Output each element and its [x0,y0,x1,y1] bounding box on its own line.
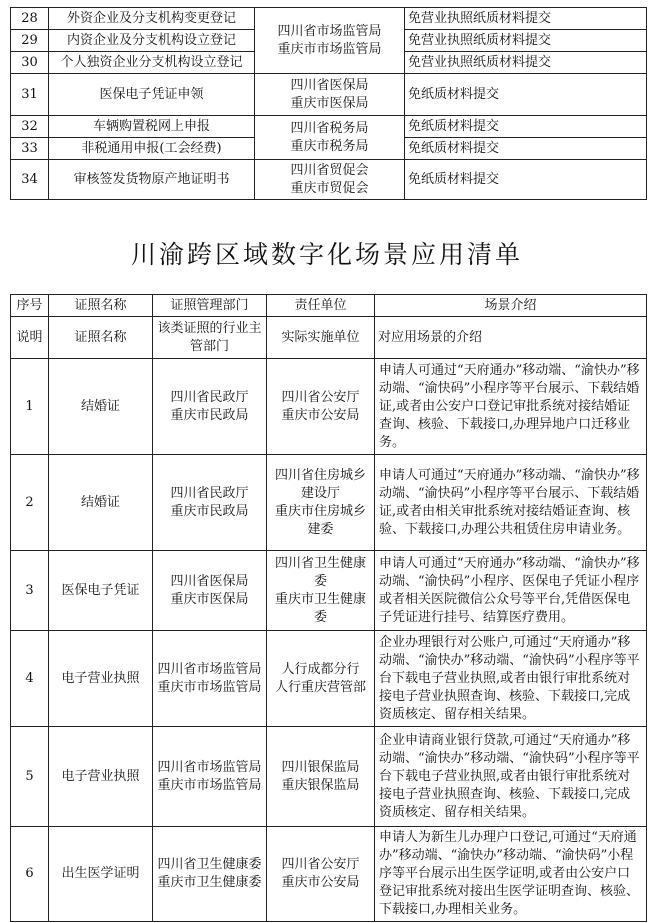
license-name: 电子营业执照 [49,631,153,727]
previous-list-table [10,7,647,200]
scenario-table [10,294,647,922]
manager-line: 重庆市市场监管局 [157,777,262,793]
manager-cell [153,359,267,455]
unit-cell [267,727,375,827]
manager-line: 四川省市场监管局 [157,759,262,775]
explain-cell: 实际实施单位 [267,317,375,359]
header-cell: 场景介绍 [375,295,647,317]
license-name: 结婚证 [49,359,153,455]
dept-line: 重庆市市场监管局 [277,41,382,57]
row-number: 28 [11,8,49,30]
unit-line: 重庆市卫生健康委 [274,591,366,625]
table-row [11,74,647,116]
dept-line: 四川省贸促会 [290,162,369,178]
manager-cell [153,827,267,922]
row-number: 5 [11,727,49,827]
table-row [11,359,647,455]
manager-line: 四川省卫生健康委 [157,857,262,872]
header-cell: 序号 [11,295,49,317]
license-name: 结婚证 [49,455,153,551]
unit-line: 人行重庆营管部 [274,679,366,695]
license-name: 出生医学证明 [49,827,153,922]
header-cell: 责任单位 [267,295,375,317]
row-number: 2 [11,455,49,551]
manager-line: 重庆市卫生健康委 [157,875,262,890]
manager-line: 四川省市场监管局 [157,661,262,677]
dept-cell [255,116,405,160]
explain-row [11,317,647,359]
item-name: 车辆购置税网上申报 [49,116,255,138]
scenario-desc: 申请人可通过“天府通办”移动端、“渝快办”移动端、“渝快码”小程序等平台展示、下载结婚证,或者由公安户口登记审批系统对接结婚证查询、核验、下载接口,办理异地户口迁移业务。 [375,359,647,455]
table-row [11,455,647,551]
header-cell: 证照名称 [49,295,153,317]
row-number: 33 [11,138,49,160]
dept-line: 重庆市医保局 [290,95,369,111]
header-row [11,295,647,317]
row-number: 32 [11,116,49,138]
item-note: 免营业执照纸质材料提交 [405,30,647,52]
table-row [11,727,647,827]
item-name: 医保电子凭证申领 [49,74,255,116]
unit-cell [267,827,375,922]
unit-line: 重庆市住房城乡建委 [274,503,366,537]
manager-cell [153,727,267,827]
table-row [11,116,647,138]
row-number: 4 [11,631,49,727]
dept-line: 四川省税务局 [290,120,369,136]
scenario-desc: 申请人为新生儿办理户口登记,可通过“天府通办”移动端、“渝快办”移动端、“渝快码”小程序等平台展示出生医学证明,或者由公安户口登记审批系统对接出生医学证明查询、核验、下载接口,办理相关业务。 [375,827,647,922]
unit-cell [267,631,375,727]
manager-cell [153,455,267,551]
manager-line: 四川省医保局 [170,573,249,589]
item-note: 免营业执照纸质材料提交 [405,8,647,30]
manager-line: 四川省民政厅 [170,389,249,405]
license-name: 医保电子凭证 [49,551,153,631]
explain-cell: 证照名称 [49,317,153,359]
item-note: 免纸质材料提交 [405,74,647,116]
manager-line: 重庆市市场监管局 [157,679,262,695]
dept-line: 重庆市税务局 [290,138,369,154]
item-name: 审核签发货物原产地证明书 [49,160,255,200]
item-note: 免纸质材料提交 [405,138,647,160]
row-number: 34 [11,160,49,200]
table-row [11,631,647,727]
table-row [11,551,647,631]
table-row [11,8,647,30]
row-number: 30 [11,52,49,74]
explain-cell: 说明 [11,317,49,359]
item-name: 个人独资企业分支机构设立登记 [49,52,255,74]
dept-line: 重庆市贸促会 [290,180,369,196]
row-number: 3 [11,551,49,631]
manager-line: 重庆市民政局 [170,407,249,423]
unit-line: 重庆银保监局 [281,777,360,793]
unit-line: 四川省住房城乡建设厅 [274,467,366,501]
scenario-desc: 申请人可通过“天府通办”移动端、“渝快办”移动端、“渝快码”小程序等平台展示、下载结婚证,或者由相关审批系统对接结婚证查询、核验、下载接口,办理公共租赁住房申请业务。 [375,455,647,551]
manager-line: 四川省民政厅 [170,485,249,501]
item-name: 外资企业及分支机构变更登记 [49,8,255,30]
manager-cell [153,551,267,631]
unit-cell [267,455,375,551]
unit-line: 重庆市公安局 [281,407,360,423]
dept-cell [255,74,405,116]
item-name: 非税通用申报(工会经费) [49,138,255,160]
item-name: 内资企业及分支机构设立登记 [49,30,255,52]
scenario-desc: 申请人可通过“天府通办”移动端、“渝快办”移动端、“渝快码”小程序、医保电子凭证小程序或者相关医院微信公众号等平台,凭借医保电子凭证进行挂号、结算医疗费用。 [375,551,647,631]
dept-line: 四川省医保局 [290,77,369,93]
explain-cell: 对应用场景的介绍 [375,317,647,359]
table-row [11,827,647,922]
header-cell: 证照管理部门 [153,295,267,317]
dept-cell [255,160,405,200]
manager-cell [153,631,267,727]
dept-line: 四川省市场监管局 [277,23,382,39]
table-row [11,160,647,200]
unit-line: 四川省公安厅 [281,389,360,405]
scenario-desc: 企业办理银行对公账户,可通过“天府通办”移动端、“渝快办”移动端、“渝快码”小程序等平台下载电子营业执照,或者由银行审批系统对接电子营业执照查询、核验、下载接口,完成资质核定、留存相关结果。 [375,631,647,727]
item-note: 免纸质材料提交 [405,160,647,200]
row-number: 1 [11,359,49,455]
unit-line: 人行成都分行 [281,661,360,677]
row-number: 29 [11,30,49,52]
row-number: 6 [11,827,49,922]
manager-line: 重庆市医保局 [170,591,249,607]
unit-line: 四川省公安厅 [281,857,360,872]
manager-line: 重庆市民政局 [170,503,249,519]
license-name: 电子营业执照 [49,727,153,827]
page-title: 川渝跨区域数字化场景应用清单 [130,240,523,269]
scenario-desc: 企业申请商业银行贷款,可通过“天府通办”移动端、“渝快办”移动端、“渝快码”小程序等平台下载电子营业执照,或者由银行审批系统对接电子营业执照查询、核验、下载接口,完成资质核定、留存相关结果。 [375,727,647,827]
unit-line: 四川省卫生健康委 [274,555,366,589]
unit-line: 重庆市公安局 [281,875,360,890]
dept-cell [255,8,405,74]
item-note: 免纸质材料提交 [405,116,647,138]
unit-cell [267,359,375,455]
explain-cell: 该类证照的行业主管部门 [153,317,267,359]
unit-line: 四川银保监局 [281,759,360,775]
unit-cell [267,551,375,631]
item-note: 免营业执照纸质材料提交 [405,52,647,74]
row-number: 31 [11,74,49,116]
